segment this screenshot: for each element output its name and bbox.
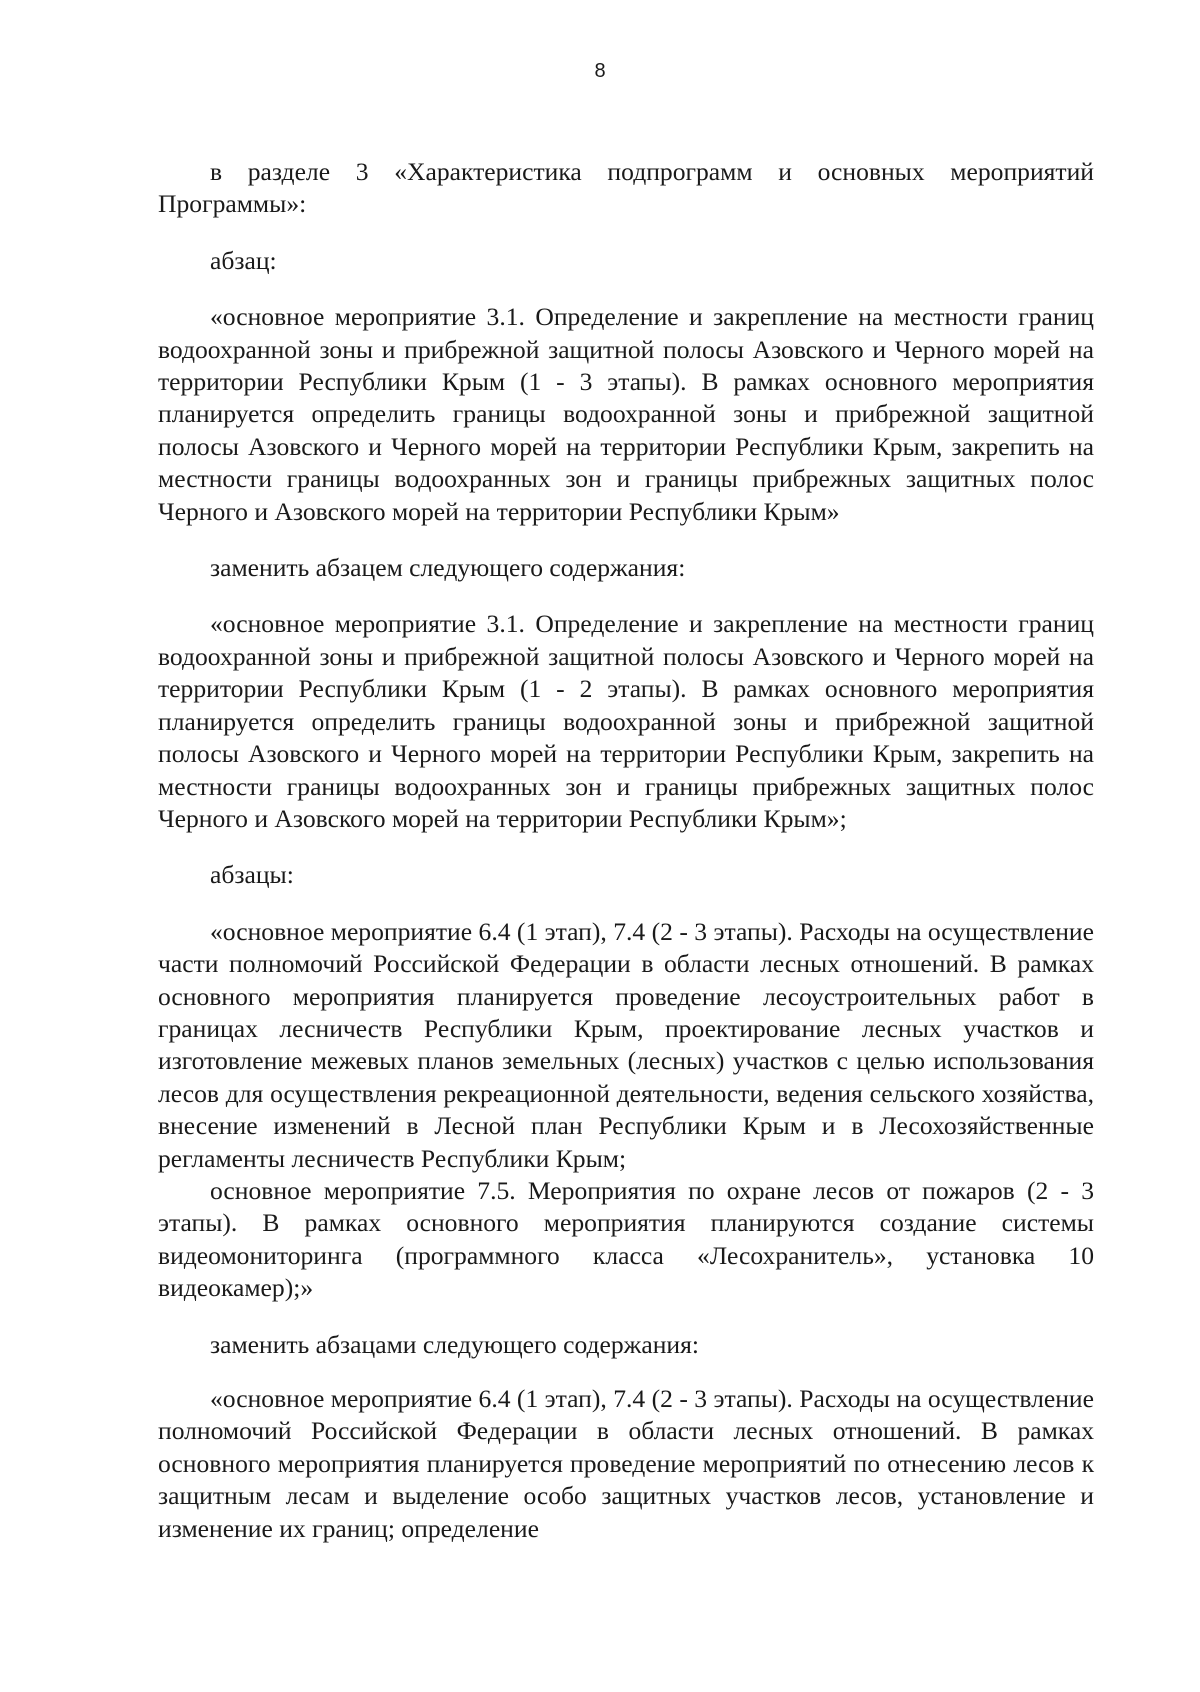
paragraph-replace-instruction-1: заменить абзацем следующего содержания: [210, 553, 686, 583]
paragraph-new-measure-3-1: «основное мероприятие 3.1. Определение и закрепление на местности границ водоохранной зоны и прибрежной защитной полосы Азовского и Черного морей на территории Республики Крым (1 - 2 этапы). В рамках основного мероприятия планируется определить границы водоохранной зоны и прибрежной защитной полосы Азовского и Черного морей на территории Республики Крым, закрепить на местности границы водоохранных зон и границы прибрежных защитных полос Черного и Азовского морей на территории Республики Крым»; [158, 609, 1094, 833]
paragraph-section-intro: в разделе 3 «Характеристика подпрограмм и основных мероприятий Программы»: [158, 157, 1094, 219]
paragraph-replace-instruction-2: заменить абзацами следующего содержания: [210, 1329, 700, 1359]
paragraph-old-measure-7-5: основное мероприятие 7.5. Мероприятия по охране лесов от пожаров (2 - 3 этапы). В рамках основного мероприятия планируются создание системы видеомониторинга (программного класса «Лесохранитель», установка 10 видеокамер);» [158, 1175, 1094, 1303]
paragraph-new-measure-6-4: «основное мероприятие 6.4 (1 этап), 7.4 (2 - 3 этапы). Расходы на осуществление полномочий Российской Федерации в области лесных отношений. В рамках основного мероприятия планируется проведение мероприятий по отнесению лесов к защитным лесам и выделение особо защитных участков лесов, установление и изменение их границ; определение [158, 1384, 1094, 1543]
document-body [158, 156, 1094, 1545]
paragraph-old-measure-6-4: «основное мероприятие 6.4 (1 этап), 7.4 (2 - 3 этапы). Расходы на осуществление части полномочий Российской Федерации в области лесных отношений. В рамках основного мероприятия планируется проведение лесоустроительных работ в границах лесничеств Республики Крым, проектирование лесных участков и изготовление межевых планов земельных (лесных) участков с целью использования лесов для осуществления рекреационной деятельности, ведения сельского хозяйства, внесение изменений в Лесной план Республики Крым и в Лесохозяйственные регламенты лесничеств Республики Крым; [158, 916, 1094, 1173]
page-number: 8 [594, 60, 606, 82]
paragraph-label-abzac: абзац: [210, 245, 277, 275]
paragraph-old-measure-3-1: «основное мероприятие 3.1. Определение и закрепление на местности границ водоохранной зоны и прибрежной защитной полосы Азовского и Черного морей на территории Республики Крым (1 - 3 этапы). В рамках основного мероприятия планируется определить границы водоохранной зоны и прибрежной защитной полосы Азовского и Черного морей на территории Республики Крым, закрепить на местности границы водоохранных зон и границы прибрежных защитных полос Черного и Азовского морей на территории Республики Крым» [158, 302, 1094, 526]
paragraph-label-abzacy: абзацы: [210, 860, 294, 890]
